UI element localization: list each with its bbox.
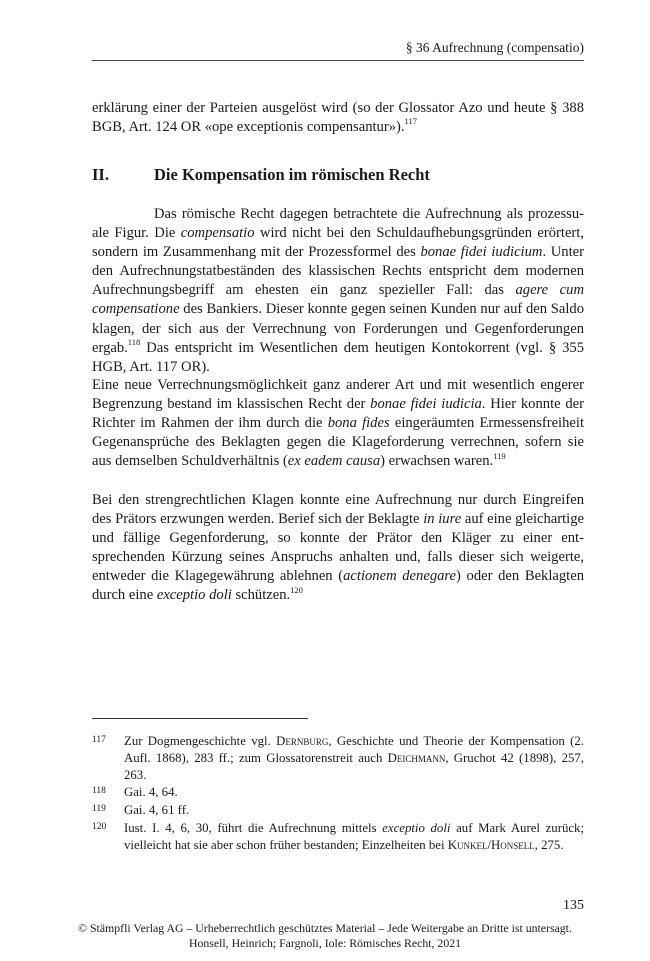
p2-text-3: eingeräumten Ermessensfreiheit Gegenansprüche des Beklagten gegen die Klageforderung verrechnen, sofern sie aus demselben Schuldverhältnis ( [92,415,584,470]
p1-text-3: . Unter den Aufrechnungstatbeständen des klassischen Rechts entspricht dem modernen Aufrechnungsbegriff am ehesten ein ganz spezieller Fall: das [92,244,584,299]
footnote-number: 118 [92,786,106,797]
footnote-number: 119 [92,804,106,815]
header-divider [92,60,584,61]
footnote-ref-119[interactable]: 119 [493,450,506,461]
p3-text-2: auf eine gleichartige und fällige Gegenforderung, so konnte der Prätor den Kläger zu einer entsprechenden Kürzung seines Anspruchs anhalten und, falls dieser sich weigerte, entweder die Klagegewährung ablehnen ( [92,511,584,585]
footnote-117 [92,733,584,783]
p1-text-5: Das entspricht im Wesentlichen dem heutigen Kontokorrent (vgl. § 355 HGB, Art. 117 OR). [92,339,584,375]
p3-italic-1: in iure [423,511,462,528]
fn120-text-3: , 275. [534,837,564,852]
p3-text-3: ) oder den Beklagten durch eine [92,568,584,604]
p1-italic-1: compensatio [180,225,255,242]
fn119-text: Gai. 4, 61 ff. [124,803,190,818]
fn117-text-1: Zur Dogmengeschichte vgl. [124,734,277,748]
copyright-line-2: Honsell, Heinrich; Fargnoli, Iole: Römisches Recht, 2021 [188,936,462,950]
fn118-text: Gai. 4, 64. [124,785,178,800]
p2-italic-3: ex eadem causa [287,453,381,470]
fn120-author: Kunkel/Honsell [447,837,535,852]
p1-text-2: wird nicht bei den Schuldaufhebungsgründen erörtert, sondern im Zusammenhang mit der Prozessformel des [92,225,584,261]
p1-italic-3: agere cum compensatione [92,282,585,318]
section-number: II. [92,165,109,184]
running-header [92,40,584,56]
fn120-text-2: auf Mark Aurel zurück; vielleicht hat sie aber schon früher bestanden; Einzelheiten bei [124,820,584,852]
running-title: § 36 Aufrechnung (compensatio) [405,40,584,55]
p1-text-4: des Bankiers. Dieser konnte gegen seinen Kunden nur auf den Saldo klagen, der sich aus der Verrechnung von Forderungen und Gegenforderungen ergab. [92,301,584,356]
footnote-ref-118[interactable]: 118 [127,336,141,347]
copyright-notice [0,921,650,951]
fn117-author-2: Deichmann [387,750,446,765]
p2-italic-2: bona fides [327,415,390,432]
footnote-ref-117[interactable]: 117 [404,116,417,127]
footnote-ref-120[interactable]: 120 [290,584,303,595]
footnote-number: 117 [92,735,106,745]
p3-italic-2: actionem denegare [343,568,457,585]
footnote-119 [92,802,584,819]
p2-text-1: Eine neue Verrechnungsmöglichkeit ganz anderer Art und mit wesentlich engerer Begrenzung bestand im klassischen Recht der [92,377,584,413]
p1-italic-2: bonae fidei iudicium [420,244,543,261]
p1-text-1: Das römische Recht dagegen betrachtete die Aufrechnung als prozessuale Figur. Die [92,206,584,242]
p3-text-1: Bei den strengrechtlichen Klagen konnte eine Aufrechnung nur durch Eingreifen des Prätors erzwungen werden. Berief sich der Beklagte [92,492,584,528]
fn117-author-1: Dernburg [276,734,329,748]
footnote-118 [92,784,584,801]
footnote-number: 120 [92,821,107,832]
p2-italic-1: bonae fidei iudicia [370,396,482,413]
paragraph-1 [92,205,584,377]
footnote-divider [92,718,308,719]
fn120-text-1: Iust. I. 4, 6, 30, führt die Aufrechnung mittels [124,820,383,835]
intro-paragraph [92,99,584,137]
footnotes [92,733,584,855]
footnote-120 [92,820,584,854]
intro-text: erklärung einer der Parteien ausgelöst wird (so der Glossator Azo und heute § 388 BGB, Art. 124 OR «ope exceptionis compensantur»). [92,100,584,136]
p2-text-2: . Hier konnte der Richter im Rahmen der ihm durch die [92,396,584,432]
p3-text-4: schützen. [231,587,291,604]
fn120-italic: exceptio doli [382,820,451,835]
p2-text-4: ) erwachsen waren. [380,453,494,470]
fn117-text-3: , Gruchot 42 (1898), 257, 263. [124,750,584,782]
p3-italic-3: exceptio doli [156,587,232,604]
section-title: Die Kompensation im römischen Recht [154,165,430,184]
fn117-text-2: , Geschichte und Theorie der Kompensation (2. Aufl. 1868), 283 ff.; zum Glossatorenstreit auch [124,734,584,765]
page-number: 135 [563,898,584,913]
copyright-line-1: © Stämpfli Verlag AG – Urheberrechtlich geschütztes Material – Jede Weitergabe an Dritte ist untersagt. [78,921,572,935]
paragraph-3 [92,491,584,606]
paragraph-2 [92,376,584,471]
